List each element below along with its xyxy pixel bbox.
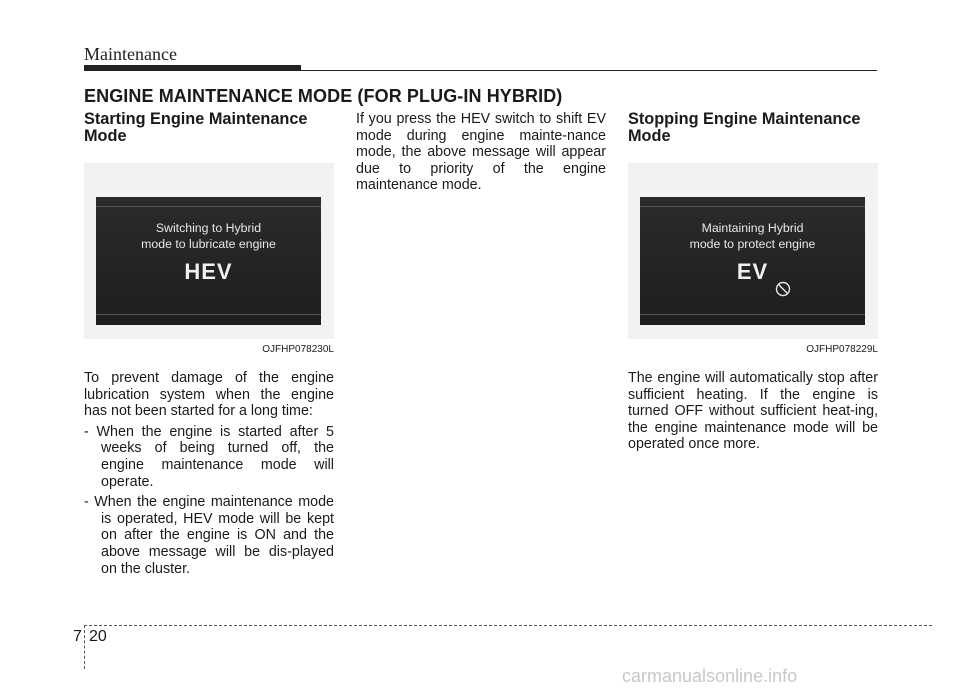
subheading-starting: Starting Engine Maintenance Mode — [84, 110, 308, 145]
cluster-display — [640, 197, 865, 325]
figure-hev-cluster — [84, 163, 334, 339]
bullet-item: - When the engine is started after 5 weeks of being turned off, the engine maintenance mode will operate. — [84, 423, 334, 490]
bullet-item: - When the engine maintenance mode is operated, HEV mode will be kept on after the engine is ON and the above message will be dis-played on the cluster. — [84, 494, 334, 577]
subheading-stopping: Stopping Engine Maintenance Mode — [628, 110, 861, 145]
watermark: carmanualsonline.info — [622, 666, 798, 686]
cluster-mode-label: EV — [736, 259, 769, 284]
header-rule-thin — [301, 70, 877, 71]
running-header: Maintenance — [84, 44, 177, 64]
hev-switch-paragraph: If you press the HEV switch to shift EV mode during engine mainte-nance mode, the above message will appear due to priority of the engine maintenance mode. — [356, 111, 606, 194]
chapter-number: 7 — [73, 628, 82, 645]
footer-divider — [84, 625, 85, 669]
intro-paragraph: To prevent damage of the engine lubrication system when the engine has not been started for a long time: — [84, 370, 334, 420]
display-divider-top — [640, 206, 865, 207]
column-starting — [84, 111, 334, 577]
cluster-message: Switching to Hybrid mode to lubricate engine — [141, 221, 276, 251]
cluster-display — [96, 197, 321, 325]
display-divider-bottom — [96, 314, 321, 315]
header-rule-thick — [84, 65, 301, 71]
column-middle — [356, 111, 606, 194]
display-divider-top — [96, 206, 321, 207]
prohibited-icon — [775, 281, 791, 297]
display-divider-bottom — [640, 314, 865, 315]
section-title: ENGINE MAINTENANCE MODE (FOR PLUG-IN HYBRID) — [84, 86, 563, 106]
figure-id: OJFHP078229L — [806, 344, 878, 355]
column-stopping — [628, 111, 878, 453]
cluster-mode-label: HEV — [184, 259, 233, 284]
stopping-paragraph: The engine will automatically stop after sufficient heating. If the engine is turned OFF without sufficient heat-ing, the engine maintenance mode will be operated once more. — [628, 370, 878, 453]
figure-ev-cluster — [628, 163, 878, 339]
page-number: 20 — [89, 628, 107, 645]
footer-rule — [84, 625, 932, 626]
figure-id: OJFHP078230L — [262, 344, 334, 355]
cluster-message: Maintaining Hybrid mode to protect engine — [689, 221, 816, 251]
